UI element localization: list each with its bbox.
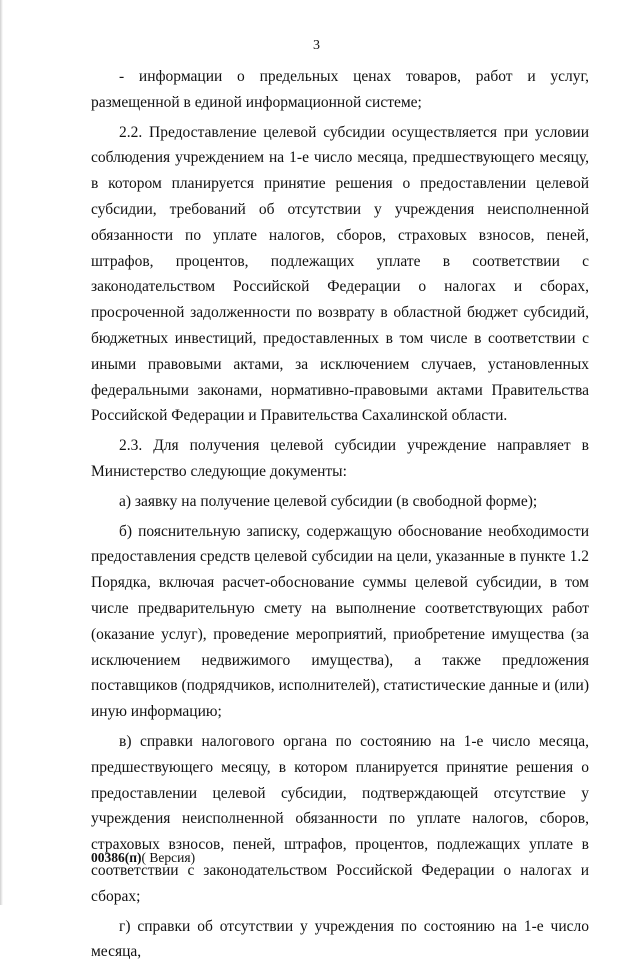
paragraph-2-2: 2.2. Предоставление целевой субсидии осуществляется при условии соблюдения учреждением на 1-е число месяца, предшествующего месяцу, в котором планируется принятие решения о предоставлении целевой субсидии, требований об отсутствии у учреждения неисполненной обязанности по уплате налогов, сборов, страховых взносов, пеней, штрафов, процентов, подлежащих уплате в соответствии с законодательством Российской Федерации о налогах и сборах, просроченной задолженности по возврату в областной бюджет субсидий, бюджетных инвестиций, предоставленных в том числе в соответствии с иными правовыми актами, за исключением случаев, установленных федеральными законами, нормативно-правовыми актами Правительства Российской Федерации и Правительства Сахалинской области. [91, 120, 589, 430]
list-item-v: в) справки налогового органа по состоянию на 1-е число месяца, предшествующего месяцу, в котором планируется принятие решения о предоставлении целевой субсидии, подтверждающей отсутствие у учреждения неисполненной обязанности по уплате налогов, сборов, страховых взносов, пеней, штрафов, процентов, подлежащих уплате в соответствии с законодательством Российской Федерации о налогах и сборах; [91, 729, 589, 910]
document-footer [91, 850, 195, 866]
list-item-a: а) заявку на получение целевой субсидии (в свободной форме); [91, 489, 589, 515]
document-body [91, 64, 589, 965]
list-item-g: г) справки об отсутствии у учреждения по состоянию на 1-е число месяца, [91, 914, 589, 965]
document-code: 00386(п) [91, 850, 142, 865]
document-version: ( Версия) [142, 850, 196, 865]
paragraph-info-prices: - информации о предельных ценах товаров, работ и услуг, размещенной в единой информационной системе; [91, 64, 589, 116]
list-item-b: б) пояснительную записку, содержащую обоснование необходимости предоставления средств целевой субсидии на цели, указанные в пункте 1.2 Порядка, включая расчет-обоснование суммы целевой субсидии, в том числе предварительную смету на выполнение соответствующих работ (оказание услуг), проведение мероприятий, приобретение имущества (за исключением недвижимого имущества), а также предложения поставщиков (подрядчиков, исполнителей), статистические данные и (или) иную информацию; [91, 519, 589, 725]
page-number: 3 [0, 38, 633, 54]
scan-edge [0, 0, 3, 905]
paragraph-2-3: 2.3. Для получения целевой субсидии учреждение направляет в Министерство следующие документы: [91, 433, 589, 485]
